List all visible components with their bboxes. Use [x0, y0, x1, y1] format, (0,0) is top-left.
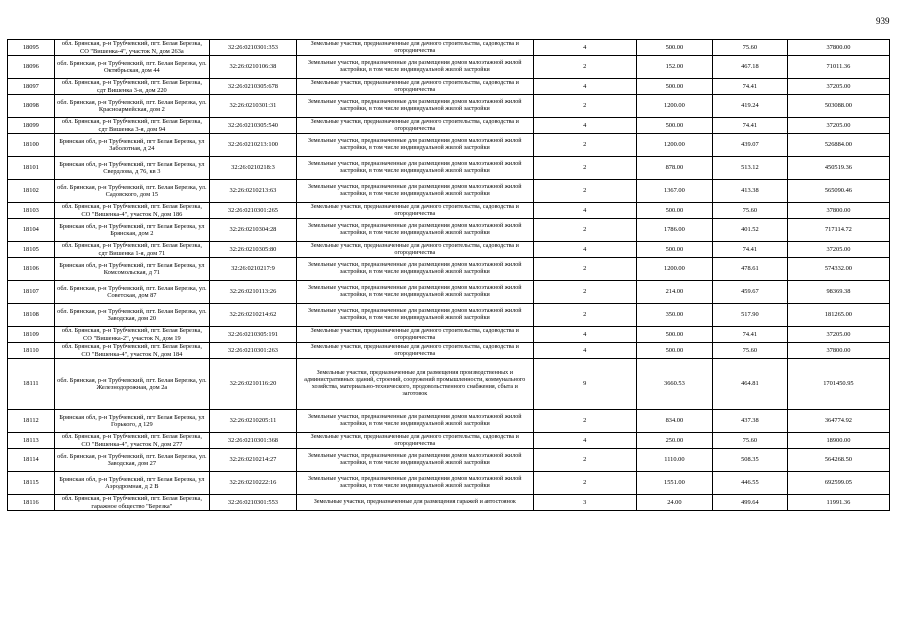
cell-cadastral-value: 503088.00: [787, 95, 889, 118]
cell-cadastral-value: 364774.92: [787, 410, 889, 433]
cell-cadastral-number: 32:26:0210301:368: [210, 433, 297, 449]
cell-cadastral-number: 32:26:0210214:62: [210, 304, 297, 327]
table-row: [8, 134, 890, 157]
cell-area: 500.00: [636, 203, 712, 219]
cell-cadastral-number: 32:26:0210113:26: [210, 281, 297, 304]
cell-unit-value: 446.55: [712, 472, 787, 495]
cell-address: обл. Брянская, р-н Трубчевский, пгт. Белая Березка, ул. Заводская, дом 20: [54, 304, 209, 327]
cell-cadastral-number: 32:26:0210116:20: [210, 359, 297, 410]
cell-unit-value: 75.60: [712, 40, 787, 56]
cell-land-use: Земельные участки, предназначенные для дачного строительства, садоводства и огородничества: [296, 242, 533, 258]
cell-unit-value: 74.41: [712, 79, 787, 95]
land-registry-table: [7, 39, 890, 511]
cell-land-use: Земельные участки, предназначенные для дачного строительства, садоводства и огородничества: [296, 327, 533, 343]
cell-land-use: Земельные участки, предназначенные для размещения домов малоэтажной жилой застройки, в том числе индивидуальной жилой застройки: [296, 219, 533, 242]
cell-id: 18100: [8, 134, 55, 157]
cell-cadastral-number: 32:26:0210213:63: [210, 180, 297, 203]
cell-group: 4: [533, 40, 636, 56]
cell-id: 18114: [8, 449, 55, 472]
cell-land-use: Земельные участки, предназначенные для дачного строительства, садоводства и огородничества: [296, 343, 533, 359]
cell-area: 1200.00: [636, 134, 712, 157]
cell-cadastral-value: 574332.00: [787, 258, 889, 281]
cell-unit-value: 419.24: [712, 95, 787, 118]
cell-cadastral-value: 37205.00: [787, 327, 889, 343]
table-row: [8, 410, 890, 433]
cell-group: 2: [533, 258, 636, 281]
cell-cadastral-value: 37205.00: [787, 79, 889, 95]
cell-area: 1786.00: [636, 219, 712, 242]
cell-land-use: Земельные участки, предназначенные для размещения домов малоэтажной жилой застройки, в том числе индивидуальной жилой застройки: [296, 157, 533, 180]
cell-cadastral-value: 526884.00: [787, 134, 889, 157]
cell-cadastral-number: 32:26:0210301:553: [210, 495, 297, 511]
cell-unit-value: 75.60: [712, 203, 787, 219]
cell-cadastral-value: 71011.36: [787, 56, 889, 79]
cell-area: 1110.00: [636, 449, 712, 472]
cell-group: 2: [533, 95, 636, 118]
cell-group: 2: [533, 472, 636, 495]
cell-cadastral-value: 564268.50: [787, 449, 889, 472]
cell-id: 18103: [8, 203, 55, 219]
table-row: [8, 219, 890, 242]
cell-address: Брянская обл, р-н Трубчевский, пгт Белая Березка, ул Горького, д 129: [54, 410, 209, 433]
cell-cadastral-number: 32:26:0210301:263: [210, 343, 297, 359]
cell-land-use: Земельные участки, предназначенные для размещения домов малоэтажной жилой застройки, в том числе индивидуальной жилой застройки: [296, 95, 533, 118]
cell-id: 18113: [8, 433, 55, 449]
cell-unit-value: 413.38: [712, 180, 787, 203]
cell-id: 18101: [8, 157, 55, 180]
cell-id: 18104: [8, 219, 55, 242]
table-row: [8, 203, 890, 219]
cell-id: 18110: [8, 343, 55, 359]
cell-cadastral-number: 32:26:0210304:28: [210, 219, 297, 242]
table-row: [8, 359, 890, 410]
page-number: 939: [876, 16, 890, 26]
cell-cadastral-number: 32:26:0210305:540: [210, 118, 297, 134]
cell-group: 4: [533, 118, 636, 134]
table-row: [8, 56, 890, 79]
cell-area: 834.00: [636, 410, 712, 433]
cell-group: 4: [533, 343, 636, 359]
cell-cadastral-value: 1701450.95: [787, 359, 889, 410]
cell-unit-value: 75.60: [712, 343, 787, 359]
cell-area: 350.00: [636, 304, 712, 327]
cell-address: обл. Брянская, р-н Трубчевский, пгт. Белая Березка, сдт Вишенка 3-я, дом 220: [54, 79, 209, 95]
cell-id: 18108: [8, 304, 55, 327]
cell-unit-value: 467.18: [712, 56, 787, 79]
table-row: [8, 433, 890, 449]
cell-unit-value: 508.35: [712, 449, 787, 472]
cell-cadastral-value: 37800.00: [787, 40, 889, 56]
cell-address: Брянская обл, р-н Трубчевский, пгт Белая Березка, ул Свердлова, д 76, кв 3: [54, 157, 209, 180]
cell-group: 2: [533, 134, 636, 157]
cell-cadastral-number: 32:26:0210205:11: [210, 410, 297, 433]
cell-group: 2: [533, 449, 636, 472]
cell-land-use: Земельные участки, предназначенные для дачного строительства, садоводства и огородничества: [296, 118, 533, 134]
cell-id: 18102: [8, 180, 55, 203]
cell-address: обл. Брянская, р-н Трубчевский, пгт. Белая Березка, сдт Вишенка 1-я, дом 71: [54, 242, 209, 258]
table-row: [8, 327, 890, 343]
cell-address: обл. Брянская, р-н Трубчевский, пгт. Белая Березка, ул. Садовского, дом 15: [54, 180, 209, 203]
cell-land-use: Земельные участки, предназначенные для дачного строительства, садоводства и огородничества: [296, 40, 533, 56]
cell-id: 18111: [8, 359, 55, 410]
cell-group: 2: [533, 157, 636, 180]
cell-land-use: Земельные участки, предназначенные для дачного строительства, садоводства и огородничества: [296, 433, 533, 449]
cell-id: 18105: [8, 242, 55, 258]
cell-group: 3: [533, 495, 636, 511]
cell-group: 2: [533, 219, 636, 242]
cell-area: 500.00: [636, 242, 712, 258]
table-row: [8, 180, 890, 203]
table-row: [8, 157, 890, 180]
cell-id: 18107: [8, 281, 55, 304]
cell-group: 2: [533, 410, 636, 433]
cell-id: 18116: [8, 495, 55, 511]
cell-cadastral-value: 11991.36: [787, 495, 889, 511]
cell-land-use: Земельные участки, предназначенные для размещения домов малоэтажной жилой застройки, в том числе индивидуальной жилой застройки: [296, 304, 533, 327]
cell-land-use: Земельные участки, предназначенные для дачного строительства, садоводства и огородничества: [296, 79, 533, 95]
cell-cadastral-value: 37800.00: [787, 203, 889, 219]
cell-unit-value: 74.41: [712, 327, 787, 343]
cell-id: 18095: [8, 40, 55, 56]
cell-group: 4: [533, 79, 636, 95]
cell-cadastral-number: 32:26:0210301:353: [210, 40, 297, 56]
table-row: [8, 118, 890, 134]
cell-group: 9: [533, 359, 636, 410]
cell-id: 18096: [8, 56, 55, 79]
cell-land-use: Земельные участки, предназначенные для дачного строительства, садоводства и огородничества: [296, 203, 533, 219]
cell-group: 4: [533, 433, 636, 449]
cell-land-use: Земельные участки, предназначенные для размещения домов малоэтажной жилой застройки, в том числе индивидуальной жилой застройки: [296, 472, 533, 495]
cell-unit-value: 464.81: [712, 359, 787, 410]
cell-cadastral-value: 37205.00: [787, 242, 889, 258]
cell-land-use: Земельные участки, предназначенные для размещения производственных и административных зданий, строений, сооружений промышленности, коммунального хозяйства, материально-технического, продовольственного снабжения, сбыта и заготовок: [296, 359, 533, 410]
cell-unit-value: 459.67: [712, 281, 787, 304]
cell-unit-value: 513.12: [712, 157, 787, 180]
cell-unit-value: 75.60: [712, 433, 787, 449]
cell-group: 2: [533, 281, 636, 304]
table-row: [8, 258, 890, 281]
cell-cadastral-number: 32:26:0210106:38: [210, 56, 297, 79]
table-row: [8, 304, 890, 327]
cell-address: Брянская обл, р-н Трубчевский, пгт Белая Березка, ул Аэродромная, д 2 В: [54, 472, 209, 495]
cell-address: обл. Брянская, р-н Трубчевский, пгт. Белая Березка, сдт Вишенка 3-я, дом 94: [54, 118, 209, 134]
cell-id: 18097: [8, 79, 55, 95]
table-row: [8, 79, 890, 95]
cell-area: 214.00: [636, 281, 712, 304]
cell-group: 4: [533, 242, 636, 258]
cell-cadastral-number: 32:26:0210305:80: [210, 242, 297, 258]
cell-group: 2: [533, 304, 636, 327]
cell-id: 18099: [8, 118, 55, 134]
cell-id: 18109: [8, 327, 55, 343]
cell-cadastral-value: 692599.05: [787, 472, 889, 495]
table-row: [8, 242, 890, 258]
cell-cadastral-value: 181265.00: [787, 304, 889, 327]
cell-land-use: Земельные участки, предназначенные для размещения домов малоэтажной жилой застройки, в том числе индивидуальной жилой застройки: [296, 134, 533, 157]
cell-area: 500.00: [636, 40, 712, 56]
cell-address: обл. Брянская, р-н Трубчевский, пгт. Белая Березка, гаражное общество "Березка": [54, 495, 209, 511]
cell-land-use: Земельные участки, предназначенные для размещения домов малоэтажной жилой застройки, в том числе индивидуальной жилой застройки: [296, 281, 533, 304]
cell-id: 18098: [8, 95, 55, 118]
table-row: [8, 449, 890, 472]
cell-address: обл. Брянская, р-н Трубчевский, пгт. Белая Березка, СО "Вишенка-2", участок N, дом 19: [54, 327, 209, 343]
cell-address: Брянская обл, р-н Трубчевский, пгт Белая Березка, ул Брянская, дом 2: [54, 219, 209, 242]
cell-cadastral-value: 37205.00: [787, 118, 889, 134]
cell-cadastral-value: 565090.46: [787, 180, 889, 203]
cell-address: Брянская обл, р-н Трубчевский, пгт Белая Березка, ул Заболотная, д 24: [54, 134, 209, 157]
cell-area: 500.00: [636, 118, 712, 134]
cell-address: обл. Брянская, р-н Трубчевский, пгт. Белая Березка, СО "Вишенка-4", участок N, дом 186: [54, 203, 209, 219]
cell-address: обл. Брянская, р-н Трубчевский, пгт. Белая Березка, ул. Красноармейская, дом 2: [54, 95, 209, 118]
cell-cadastral-value: 37800.00: [787, 343, 889, 359]
cell-area: 24.00: [636, 495, 712, 511]
cell-cadastral-value: 98369.38: [787, 281, 889, 304]
cell-land-use: Земельные участки, предназначенные для размещения домов малоэтажной жилой застройки, в том числе индивидуальной жилой застройки: [296, 258, 533, 281]
table-row: [8, 495, 890, 511]
cell-unit-value: 517.90: [712, 304, 787, 327]
cell-cadastral-number: 32:26:0210218:3: [210, 157, 297, 180]
cell-area: 500.00: [636, 79, 712, 95]
cell-area: 500.00: [636, 343, 712, 359]
cell-cadastral-number: 32:26:0210214:27: [210, 449, 297, 472]
cell-area: 250.00: [636, 433, 712, 449]
cell-area: 878.00: [636, 157, 712, 180]
cell-unit-value: 439.07: [712, 134, 787, 157]
cell-address: обл. Брянская, р-н Трубчевский, пгт. Белая Березка, ул. Заводская, дом 27: [54, 449, 209, 472]
cell-id: 18106: [8, 258, 55, 281]
cell-cadastral-value: 717114.72: [787, 219, 889, 242]
cell-cadastral-number: 32:26:0210217:9: [210, 258, 297, 281]
cell-address: обл. Брянская, р-н Трубчевский, пгт. Белая Березка, ул. Октябрьская, дом 44: [54, 56, 209, 79]
cell-address: обл. Брянская, р-н Трубчевский, пгт. Белая Березка, СО "Вишенка-4", участок N, дом 184: [54, 343, 209, 359]
cell-area: 3660.53: [636, 359, 712, 410]
cell-area: 1551.00: [636, 472, 712, 495]
table-row: [8, 343, 890, 359]
cell-unit-value: 74.41: [712, 242, 787, 258]
table-row: [8, 95, 890, 118]
cell-unit-value: 74.41: [712, 118, 787, 134]
cell-cadastral-number: 32:26:0210222:16: [210, 472, 297, 495]
cell-land-use: Земельные участки, предназначенные для размещения домов малоэтажной жилой застройки, в том числе индивидуальной жилой застройки: [296, 56, 533, 79]
cell-group: 4: [533, 327, 636, 343]
cell-land-use: Земельные участки, предназначенные для размещения домов малоэтажной жилой застройки, в том числе индивидуальной жилой застройки: [296, 449, 533, 472]
cell-cadastral-value: 18900.00: [787, 433, 889, 449]
cell-cadastral-number: 32:26:0210301:31: [210, 95, 297, 118]
cell-address: обл. Брянская, р-н Трубчевский, пгт. Белая Березка, СО "Вишенка-4", участок N, дом 263а: [54, 40, 209, 56]
cell-id: 18115: [8, 472, 55, 495]
cell-cadastral-number: 32:26:0210301:265: [210, 203, 297, 219]
table-row: [8, 40, 890, 56]
cell-group: 2: [533, 180, 636, 203]
cell-group: 4: [533, 203, 636, 219]
cell-land-use: Земельные участки, предназначенные для размещения домов малоэтажной жилой застройки, в том числе индивидуальной жилой застройки: [296, 180, 533, 203]
cell-address: обл. Брянская, р-н Трубчевский, пгт. Белая Березка, ул. Железнодорожная, дом 2а: [54, 359, 209, 410]
cell-area: 1367.00: [636, 180, 712, 203]
cell-unit-value: 437.38: [712, 410, 787, 433]
cell-id: 18112: [8, 410, 55, 433]
cell-land-use: Земельные участки, предназначенные для размещения гаражей и автостоянок: [296, 495, 533, 511]
table-row: [8, 472, 890, 495]
cell-unit-value: 401.52: [712, 219, 787, 242]
cell-address: Брянская обл, р-н Трубчевский, пгт Белая Березка, ул Комсомольская, д 71: [54, 258, 209, 281]
cell-area: 500.00: [636, 327, 712, 343]
cell-area: 152.00: [636, 56, 712, 79]
cell-land-use: Земельные участки, предназначенные для размещения домов малоэтажной жилой застройки, в том числе индивидуальной жилой застройки: [296, 410, 533, 433]
cell-cadastral-number: 32:26:0210213:100: [210, 134, 297, 157]
cell-cadastral-number: 32:26:0210305:191: [210, 327, 297, 343]
cell-address: обл. Брянская, р-н Трубчевский, пгт. Белая Березка, ул. Советская, дом 87: [54, 281, 209, 304]
cell-group: 2: [533, 56, 636, 79]
cell-address: обл. Брянская, р-н Трубчевский, пгт. Белая Березка, СО "Вишенка-4", участок N, дом 277: [54, 433, 209, 449]
cell-unit-value: 478.61: [712, 258, 787, 281]
cell-cadastral-number: 32:26:0210305:678: [210, 79, 297, 95]
cell-area: 1200.00: [636, 258, 712, 281]
cell-area: 1200.00: [636, 95, 712, 118]
table-row: [8, 281, 890, 304]
cell-cadastral-value: 450519.36: [787, 157, 889, 180]
cell-unit-value: 499.64: [712, 495, 787, 511]
